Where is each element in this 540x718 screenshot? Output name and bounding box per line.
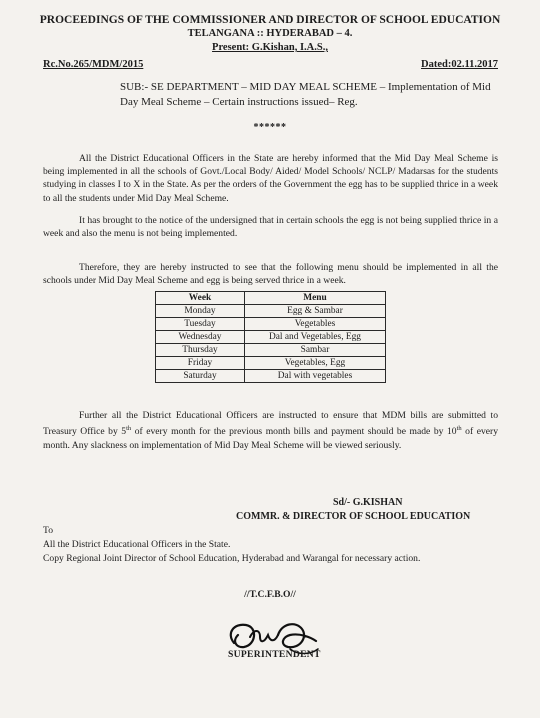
- cell-day: Monday: [156, 305, 245, 318]
- table-row: [156, 370, 386, 383]
- cell-day: Saturday: [156, 370, 245, 383]
- cell-menu: Dal and Vegetables, Egg: [245, 331, 386, 344]
- paragraph-3: Therefore, they are hereby instructed to see that the following menu should be implemented in all the schools under Mid Day Meal Scheme and egg is being served thrice in a week.: [43, 262, 498, 287]
- table-row: [156, 357, 386, 370]
- header-line-2: TELANGANA :: HYDERABAD – 4.: [187, 28, 353, 39]
- menu-table: [155, 291, 386, 383]
- signatory-name: Sd/- G.KISHAN: [333, 497, 403, 508]
- table-row: [156, 305, 386, 318]
- paragraph-1: All the District Educational Officers in the State are hereby informed that the Mid Day Meal Scheme is being implemented in all the schools of Govt./Local Body/ Aided/ Model Schools/ NCLP/ Madarsas for the students studying in classes I to X in the State. As per the orders of the Government the egg has to be supplied thrice in a week to all the students under Mid Day Meal Scheme.: [43, 153, 498, 204]
- cell-menu: Dal with vegetables: [245, 370, 386, 383]
- closing-text-3: of every month. Any slackness on implementation of Mid Day Meal Scheme will be viewed seriously.: [43, 426, 499, 451]
- ordinal-suffix: th: [456, 425, 462, 433]
- column-header-menu: Menu: [245, 292, 386, 305]
- attestation-mark: //T.C.F.B.O//: [244, 589, 296, 600]
- paragraph-2: It has brought to the notice of the undersigned that in certain schools the egg is not being supplied thrice in a week and also the menu is not being implemented.: [43, 215, 498, 240]
- separator: ******: [253, 122, 287, 133]
- copy-line: Copy Regional Joint Director of School Education, Hyderabad and Warangal for necessary action.: [43, 553, 421, 564]
- closing-text-2: of every month for the previous month bills and payment should be made by 10: [131, 426, 457, 438]
- column-header-week: Week: [156, 292, 245, 305]
- subject-line: SUB:- SE DEPARTMENT – MID DAY MEAL SCHEME – Implementation of Mid Day Meal Scheme – Certain instructions issued– Reg.: [120, 81, 491, 108]
- reference-date: Dated:02.11.2017: [421, 59, 498, 70]
- cell-menu: Egg & Sambar: [245, 305, 386, 318]
- cell-day: Thursday: [156, 344, 245, 357]
- signatory-title: COMMR. & DIRECTOR OF SCHOOL EDUCATION: [236, 511, 471, 522]
- superintendent-label: SUPERINTENDENT: [228, 649, 321, 660]
- table-row: [156, 344, 386, 357]
- cell-menu: Vegetables: [245, 318, 386, 331]
- header-line-1: PROCEEDINGS OF THE COMMISSIONER AND DIRECTOR OF SCHOOL EDUCATION: [39, 14, 501, 26]
- closing-text-1: Further all the District Educational Officers are instructed to ensure that MDM bills are submitted to Treasury Office by 5: [43, 410, 498, 438]
- cell-menu: Sambar: [245, 344, 386, 357]
- recipient-line: All the District Educational Officers in the State.: [43, 539, 231, 550]
- table-header-row: [156, 292, 386, 305]
- cell-menu: Vegetables, Egg: [245, 357, 386, 370]
- cell-day: Tuesday: [156, 318, 245, 331]
- recipient-to: To: [43, 525, 53, 536]
- cell-day: Friday: [156, 357, 245, 370]
- ordinal-suffix: th: [126, 425, 132, 433]
- cell-day: Wednesday: [156, 331, 245, 344]
- paragraph-closing: [43, 409, 498, 452]
- table-row: [156, 331, 386, 344]
- table-row: [156, 318, 386, 331]
- reference-number: Rc.No.265/MDM/2015: [43, 59, 144, 70]
- header-present: Present: G.Kishan, I.A.S.,: [212, 42, 328, 53]
